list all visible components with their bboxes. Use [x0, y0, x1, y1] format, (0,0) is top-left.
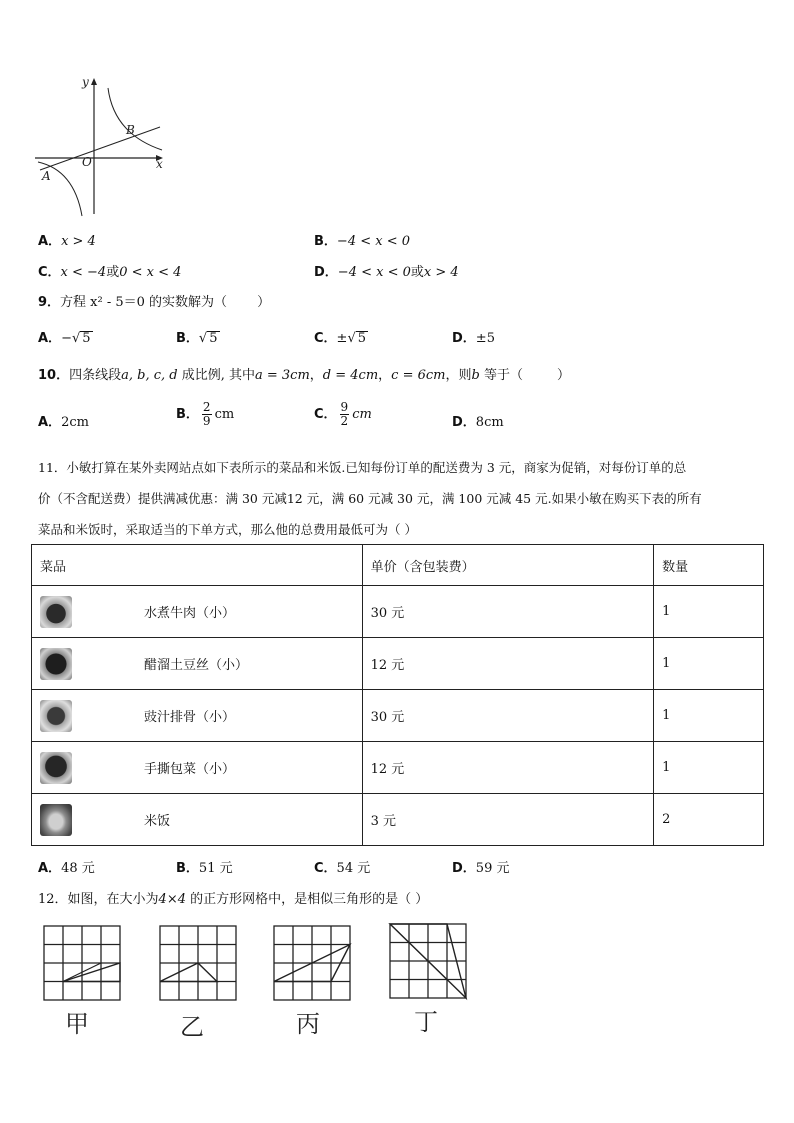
- q11-option-c: C．54 元: [314, 861, 371, 876]
- q10-option-d: D．8cm: [452, 415, 504, 430]
- q11-option-b: B．51 元: [176, 861, 233, 876]
- table-header-row: [32, 545, 764, 586]
- function-graph: [30, 72, 180, 222]
- x-axis-label: x: [156, 157, 163, 171]
- y-axis-label: y: [82, 75, 89, 89]
- point-a-label: A: [42, 169, 51, 183]
- grid-label-bing: 丙: [296, 1010, 320, 1038]
- origin-label: O: [82, 155, 92, 169]
- q9-stem: 9．方程 x² - 5＝0 的实数解为（ ）: [38, 295, 271, 310]
- grid-label-jia: 甲: [65, 1010, 89, 1038]
- grid-jia: [42, 924, 124, 1004]
- table-row: 豉汁排骨（小） 30 元 1: [32, 690, 764, 742]
- q9-option-b: B．√ 5: [176, 331, 218, 346]
- straight-line: [40, 127, 160, 170]
- grid-ding: [388, 922, 470, 1002]
- header-price: 单价（含包装费）: [362, 545, 654, 586]
- q11-line-3: 菜品和米饭时，采取适当的下单方式，那么他的总费用最低可为（ ）: [38, 522, 417, 537]
- table-row: 米饭 3 元 2: [32, 794, 764, 846]
- q11-line-1: 11．小敏打算在某外卖网站点如下表所示的菜品和米饭.已知每份订单的配送费为 3 元，商家为促销，对每份订单的总: [38, 460, 687, 475]
- hyperbola-branch-1: [108, 88, 162, 150]
- grid-bing: [272, 924, 354, 1004]
- dish-photo: [40, 752, 72, 784]
- q8-option-c: C．x < −4或0 < x < 4: [38, 265, 182, 280]
- q9-option-d: D．±5: [452, 331, 495, 346]
- dish-photo: [40, 648, 72, 680]
- menu-table: [31, 544, 764, 846]
- table-row: 水煮牛肉（小） 30 元 1: [32, 586, 764, 638]
- q9-option-a: A．−√ 5: [38, 331, 91, 346]
- table-row: 手撕包菜（小） 12 元 1: [32, 742, 764, 794]
- q9-option-c: C．±√ 5: [314, 331, 367, 346]
- q10-option-b: B． $\frac{2}{9}$ cm: [176, 400, 235, 428]
- grid-label-ding: 丁: [414, 1008, 438, 1036]
- q10-option-c: C． $\frac{9}{2}$ cm: [314, 400, 372, 428]
- q8-option-b: B．−4 < x < 0: [314, 234, 411, 249]
- q10-stem: 10．四条线段a, b, c, d 成比例, 其中a = 3cm，d = 4cm，c = 6cm，则b 等于（ ）: [38, 368, 570, 383]
- dish-photo: [40, 804, 72, 836]
- triangle-jia: [63, 963, 120, 982]
- q8-option-a: A．x > 4: [38, 234, 96, 249]
- dish-photo: [40, 596, 72, 628]
- y-axis-arrow: [91, 78, 97, 85]
- header-qty: 数量: [654, 545, 764, 586]
- q11-line-2: 价（不含配送费）提供满减优惠：满 30 元减12 元，满 60 元减 30 元，满 100 元减 45 元.如果小敏在购买下表的所有: [38, 491, 702, 506]
- table-row: 醋溜土豆丝（小） 12 元 1: [32, 638, 764, 690]
- header-dish: 菜品: [32, 545, 363, 586]
- grid-label-yi: 乙: [180, 1013, 204, 1041]
- q11-option-d: D．59 元: [452, 861, 510, 876]
- dish-photo: [40, 700, 72, 732]
- grid-yi: [158, 924, 240, 1004]
- q11-option-a: A．48 元: [38, 861, 95, 876]
- point-b-label: B: [126, 123, 135, 137]
- q8-option-d: D．−4 < x < 0或x > 4: [314, 265, 459, 280]
- q12-stem: 12．如图，在大小为4×4 的正方形网格中，是相似三角形的是（ ）: [38, 892, 429, 907]
- q10-option-a: A．2cm: [38, 415, 89, 430]
- triangle-yi: [160, 963, 217, 982]
